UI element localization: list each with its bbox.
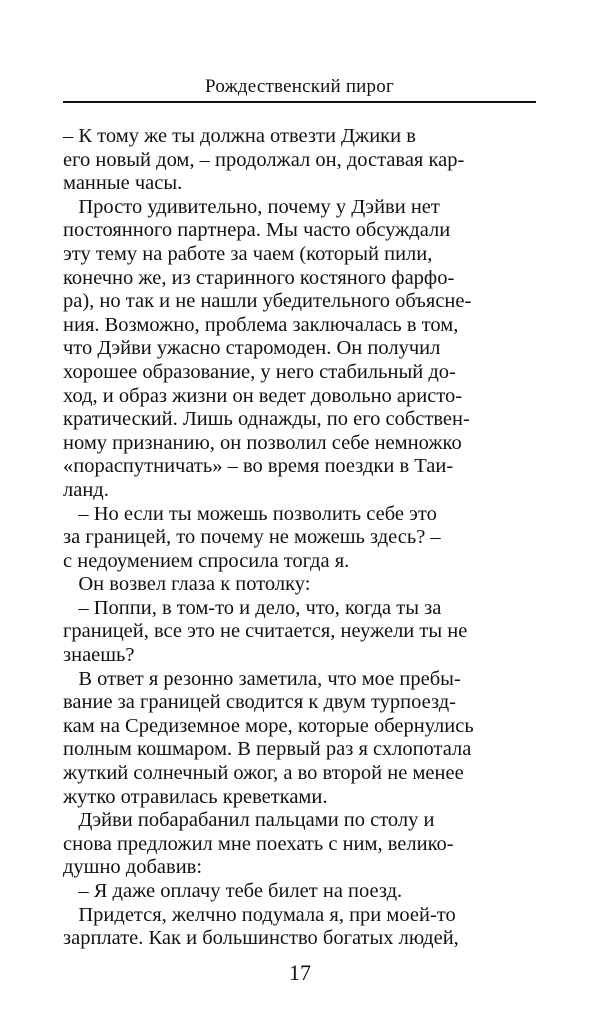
body-text: – К тому же ты должна отвезти Джики в его новый дом, – продолжал он, доставая кар- манные часы. Просто удивительно, почему у Дэйви нет постоянного партнера. Мы часто обсуждали эту тему на работе за чаем (который пили, конечно же, из старинного костяного фарфо- ра), но так и не нашли убедительного объясне- ния. Возможно, проблема заключалась в том, что Дэйви ужасно старомоден. Он получил хорошее образование, у него стабильный до- ход, и образ жизни он ведет довольно аристо- кратический. Лишь однажды, по его собствен- ному признанию, он позволил себе немножко «пораспутничать» – во время поездки в Таи- ланд. – Но если ты можешь позволить себе это за границей, то почему не можешь здесь? – с недоумением спросила тогда я. Он возвел глаза к потолку: – Поппи, в том-то и дело, что, когда ты за границей, все это не считается, неужели ты не знаешь? В ответ я резонно заметила, что мое пребы- вание за границей сводится к двум турпоезд- кам на Средиземное море, которые обернулись полным кошмаром. В первый раз я схлопотала жуткий солнечный ожог, а во второй не менее жутко отравилась креветками. Дэйви побарабанил пальцами по столу и снова предложил мне поехать с ним, велико- душно добавив: – Я даже оплачу тебе билет на поезд. Придется, желчно подумала я, при моей-то зарплате. Как и большинство богатых людей, [63,125,474,950]
page-number: 17 [289,960,311,985]
header-rule [63,101,536,103]
running-header: Рождественский пирог [205,76,394,97]
